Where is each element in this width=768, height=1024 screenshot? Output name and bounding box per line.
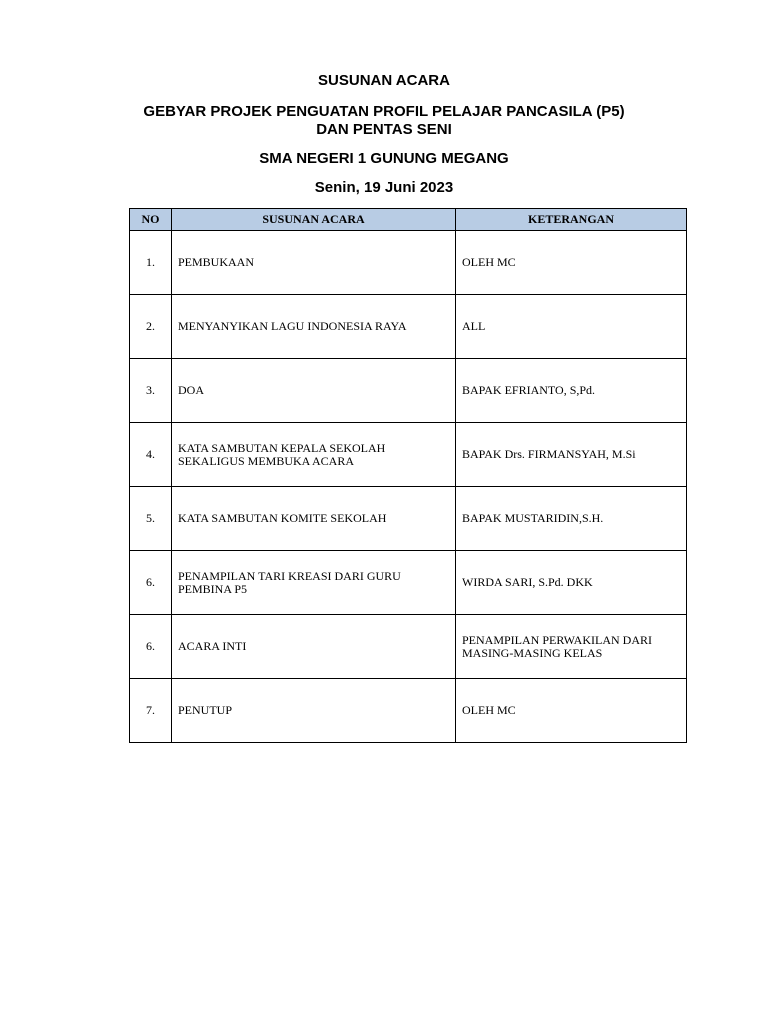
column-header-keterangan: KETERANGAN — [456, 209, 687, 231]
school-name: SMA NEGERI 1 GUNUNG MEGANG — [259, 150, 509, 167]
table-row — [130, 679, 687, 743]
table-row — [130, 231, 687, 295]
row-number: 7. — [130, 679, 172, 743]
row-number: 6. — [130, 551, 172, 615]
table-row — [130, 487, 687, 551]
row-acara: KATA SAMBUTAN KEPALA SEKOLAH SEKALIGUS MEMBUKA ACARA — [172, 423, 456, 487]
row-acara: PENAMPILAN TARI KREASI DARI GURU PEMBINA P5 — [172, 551, 456, 615]
column-header-susunan-acara: SUSUNAN ACARA — [172, 209, 456, 231]
row-number: 2. — [130, 295, 172, 359]
table-row — [130, 359, 687, 423]
row-number: 1. — [130, 231, 172, 295]
row-acara: DOA — [172, 359, 456, 423]
document-title: SUSUNAN ACARA — [318, 72, 450, 89]
row-keterangan: ALL — [456, 295, 687, 359]
row-keterangan: BAPAK MUSTARIDIN,S.H. — [456, 487, 687, 551]
event-name-line1: GEBYAR PROJEK PENGUATAN PROFIL PELAJAR PANCASILA (P5) — [143, 103, 625, 120]
row-keterangan: PENAMPILAN PERWAKILAN DARI MASING-MASING KELAS — [456, 615, 687, 679]
row-acara: ACARA INTI — [172, 615, 456, 679]
event-date: Senin, 19 Juni 2023 — [314, 179, 454, 196]
row-acara: MENYANYIKAN LAGU INDONESIA RAYA — [172, 295, 456, 359]
table-header-row — [130, 209, 687, 231]
row-acara: PENUTUP — [172, 679, 456, 743]
row-acara: PEMBUKAAN — [172, 231, 456, 295]
row-number: 3. — [130, 359, 172, 423]
schedule-table — [129, 208, 687, 743]
row-keterangan: OLEH MC — [456, 231, 687, 295]
row-number: 6. — [130, 615, 172, 679]
table-row — [130, 423, 687, 487]
row-keterangan: BAPAK Drs. FIRMANSYAH, M.Si — [456, 423, 687, 487]
row-keterangan: BAPAK EFRIANTO, S,Pd. — [456, 359, 687, 423]
event-name-line2: DAN PENTAS SENI — [316, 121, 452, 138]
row-number: 5. — [130, 487, 172, 551]
row-acara: KATA SAMBUTAN KOMITE SEKOLAH — [172, 487, 456, 551]
table-row — [130, 551, 687, 615]
row-keterangan: OLEH MC — [456, 679, 687, 743]
row-number: 4. — [130, 423, 172, 487]
column-header-no: NO — [130, 209, 172, 231]
table-row — [130, 295, 687, 359]
row-keterangan: WIRDA SARI, S.Pd. DKK — [456, 551, 687, 615]
table-row — [130, 615, 687, 679]
